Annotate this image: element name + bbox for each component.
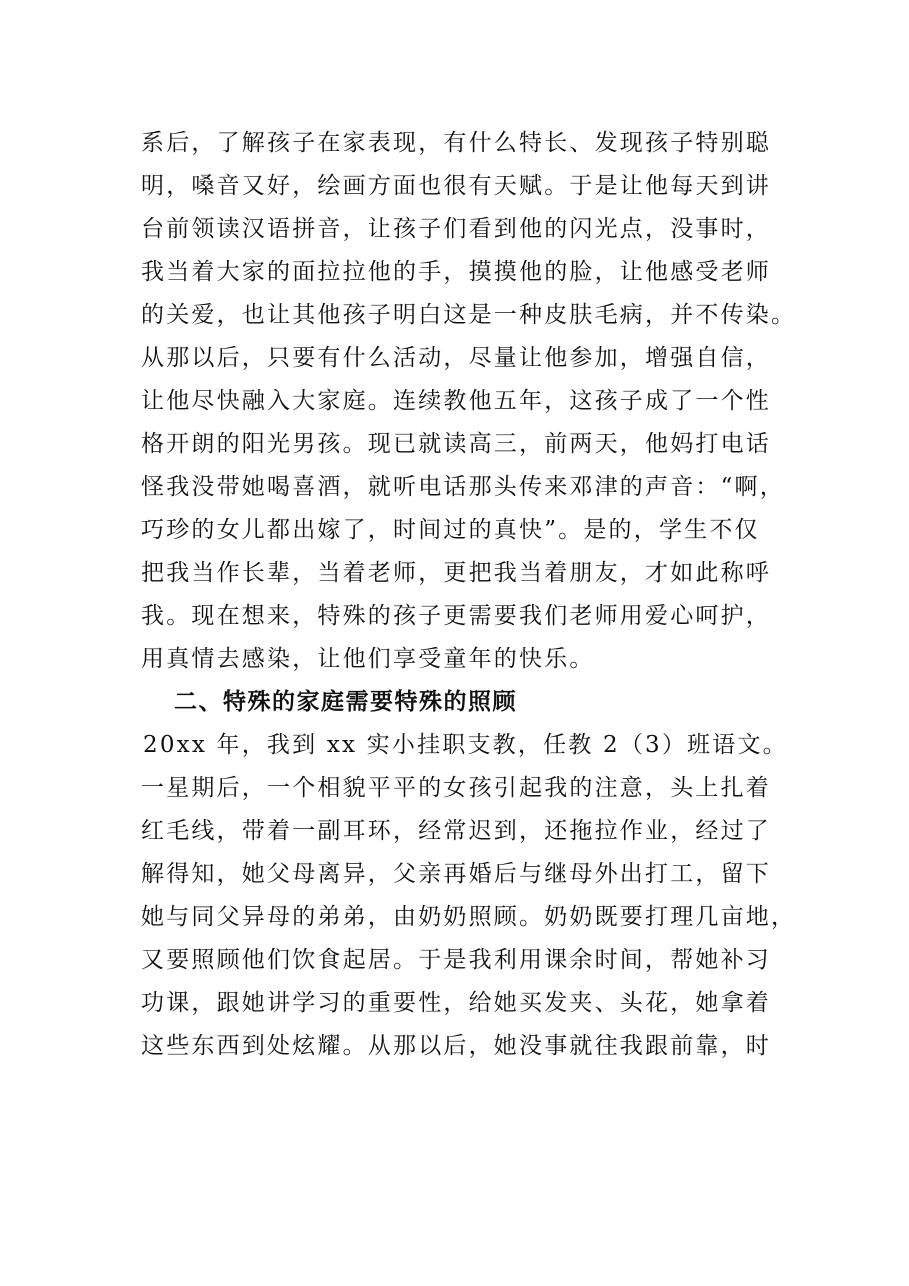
document-body [141, 122, 797, 1068]
text-line: 从那以后，只要有什么活动，尽量让他参加，增强自信， [141, 345, 771, 371]
text-line: 巧珍的女儿都出嫁了，时间过的真快”。是的，学生不仅 [141, 517, 760, 543]
text-line: 让他尽快融入大家庭。连续教他五年，这孩子成了一个性 [141, 388, 771, 414]
text-line: 红毛线，带着一副耳环，经常迟到，还拖拉作业，经过了 [141, 818, 771, 844]
text-line: 一星期后，一个相貌平平的女孩引起我的注意，头上扎着 [141, 775, 771, 801]
section-heading: 二、特殊的家庭需要特殊的照顾 [174, 689, 517, 715]
text-line: 用真情去感染，让他们享受童年的快乐。 [141, 646, 595, 672]
text-line: 格开朗的阳光男孩。现已就读高三，前两天，他妈打电话 [141, 431, 771, 457]
text-line: 功课，跟她讲学习的重要性，给她买发夹、头花，她拿着 [141, 990, 771, 1016]
text-line: 的关爱，也让其他孩子明白这是一种皮肤毛病，并不传染。 [141, 302, 797, 328]
text-line: 解得知，她父母离异，父亲再婚后与继母外出打工，留下 [141, 861, 771, 887]
text-line: 明，嗓音又好，绘画方面也很有天赋。于是让他每天到讲 [141, 173, 771, 199]
text-line: 我。现在想来，特殊的孩子更需要我们老师用爱心呵护， [141, 603, 771, 629]
text-line: 这些东西到处炫耀。从那以后，她没事就往我跟前靠，时 [141, 1033, 771, 1059]
text-line: 把我当作长辈，当着老师，更把我当着朋友，才如此称呼 [141, 560, 771, 586]
text-line: 我当着大家的面拉拉他的手，摸摸他的脸，让他感受老师 [141, 259, 771, 285]
text-line: 怪我没带她喝喜酒，就听电话那头传来邓津的声音：“啊， [141, 474, 785, 500]
text-line: 系后，了解孩子在家表现，有什么特长、发现孩子特别聪 [141, 130, 771, 156]
text-line: 又要照顾他们饮食起居。于是我利用课余时间，帮她补习 [141, 947, 771, 973]
text-line: 20xx 年，我到 xx 实小挂职支教，任教 2（3）班语文。 [143, 732, 788, 758]
text-line: 她与同父异母的弟弟，由奶奶照顾。奶奶既要打理几亩地， [141, 904, 797, 930]
text-line: 台前领读汉语拼音，让孩子们看到他的闪光点，没事时， [141, 216, 771, 242]
